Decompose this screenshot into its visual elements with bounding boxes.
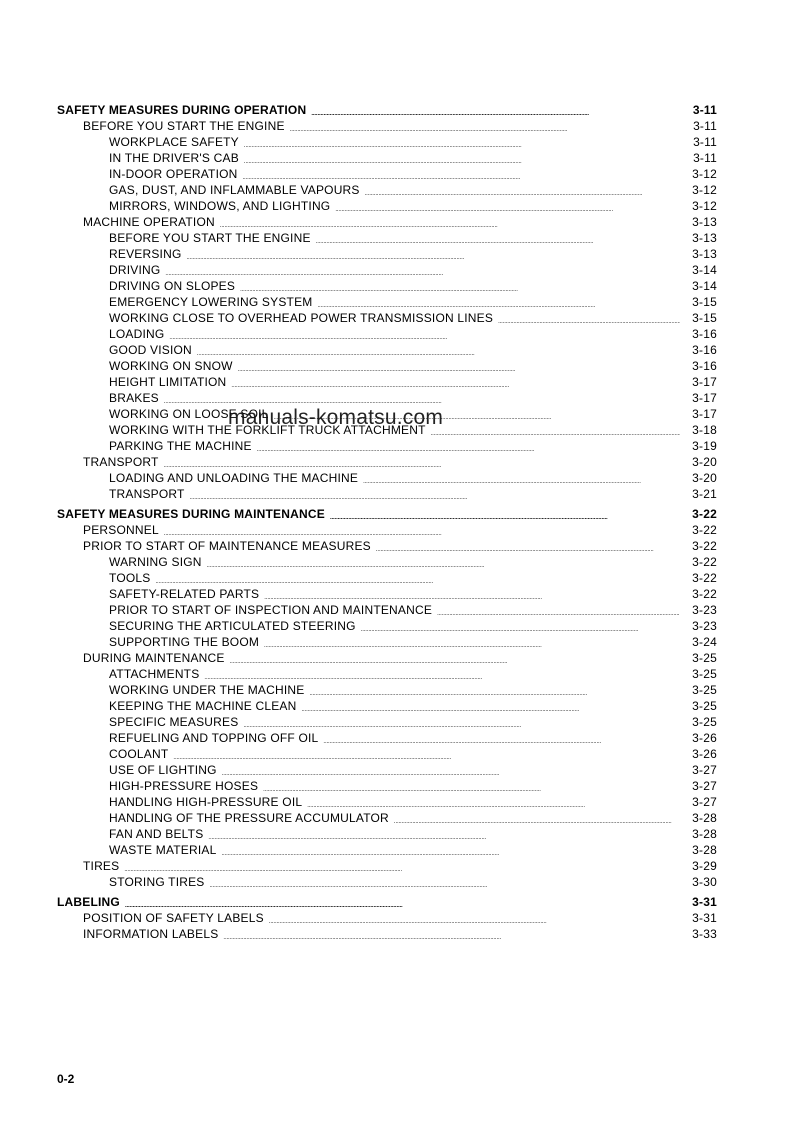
toc-entry-page: 3-20 bbox=[692, 471, 717, 485]
toc-dot-leader bbox=[243, 170, 680, 182]
toc-entry[interactable] bbox=[57, 842, 717, 858]
toc-entry-title: EMERGENCY LOWERING SYSTEM bbox=[109, 295, 313, 309]
toc-entry-page: 3-13 bbox=[692, 247, 717, 261]
toc-dot-leader bbox=[210, 878, 680, 890]
toc-entry-title: SAFETY-RELATED PARTS bbox=[109, 587, 260, 601]
toc-entry-page: 3-11 bbox=[693, 135, 717, 149]
toc-entry-title: COOLANT bbox=[109, 747, 169, 761]
toc-entry[interactable] bbox=[57, 570, 717, 586]
toc-entry-page: 3-15 bbox=[692, 295, 717, 309]
toc-entry[interactable] bbox=[57, 294, 717, 310]
toc-entry-page: 3-33 bbox=[692, 927, 717, 941]
toc-entry[interactable] bbox=[57, 358, 717, 374]
toc-entry-title: PRIOR TO START OF MAINTENANCE MEASURES bbox=[83, 539, 371, 553]
toc-entry-title: IN-DOOR OPERATION bbox=[109, 167, 238, 181]
toc-entry-title: MACHINE OPERATION bbox=[83, 215, 215, 229]
toc-dot-leader bbox=[173, 750, 680, 762]
toc-dot-leader bbox=[197, 346, 680, 358]
toc-entry-page: 3-25 bbox=[692, 715, 717, 729]
toc-dot-leader bbox=[204, 670, 680, 682]
toc-entry[interactable] bbox=[57, 522, 717, 538]
toc-entry-page: 3-20 bbox=[692, 455, 717, 469]
toc-entry-title: USE OF LIGHTING bbox=[109, 763, 217, 777]
toc-entry-title: WORKING UNDER THE MACHINE bbox=[109, 683, 305, 697]
toc-dot-leader bbox=[243, 718, 680, 730]
toc-entry-page: 3-27 bbox=[692, 795, 717, 809]
toc-entry-page: 3-26 bbox=[692, 747, 717, 761]
toc-entry[interactable] bbox=[57, 650, 717, 666]
toc-dot-leader bbox=[290, 122, 680, 134]
toc-dot-leader bbox=[263, 782, 680, 794]
toc-entry-page: 3-18 bbox=[692, 423, 717, 437]
toc-entry-page: 3-11 bbox=[693, 151, 717, 165]
table-of-contents bbox=[57, 102, 717, 942]
toc-dot-leader bbox=[301, 702, 680, 714]
toc-dot-leader bbox=[190, 490, 680, 502]
toc-dot-leader bbox=[269, 914, 680, 926]
toc-entry-page: 3-31 bbox=[692, 895, 717, 909]
toc-entry-title: SAFETY MEASURES DURING OPERATION bbox=[57, 103, 307, 117]
toc-entry-title: DRIVING ON SLOPES bbox=[109, 279, 236, 293]
toc-entry-title: PARKING THE MACHINE bbox=[109, 439, 252, 453]
page-number: 0-2 bbox=[57, 1072, 75, 1086]
toc-entry-title: SPECIFIC MEASURES bbox=[109, 715, 239, 729]
toc-entry-page: 3-11 bbox=[693, 119, 717, 133]
toc-dot-leader bbox=[311, 106, 680, 118]
toc-entry[interactable] bbox=[57, 326, 717, 342]
toc-entry[interactable] bbox=[57, 438, 717, 454]
toc-entry-title: BEFORE YOU START THE ENGINE bbox=[109, 231, 311, 245]
toc-entry-page: 3-27 bbox=[692, 763, 717, 777]
toc-dot-leader bbox=[165, 266, 680, 278]
toc-entry-page: 3-19 bbox=[692, 439, 717, 453]
toc-dot-leader bbox=[498, 314, 680, 326]
toc-entry-title: KEEPING THE MACHINE CLEAN bbox=[109, 699, 297, 713]
toc-entry-title: WORKPLACE SAFETY bbox=[109, 135, 239, 149]
toc-entry-title: REFUELING AND TOPPING OFF OIL bbox=[109, 731, 319, 745]
toc-entry[interactable] bbox=[57, 374, 717, 390]
toc-entry[interactable] bbox=[57, 894, 717, 910]
toc-dot-leader bbox=[376, 542, 680, 554]
toc-entry-title: TOOLS bbox=[109, 571, 151, 585]
toc-entry[interactable] bbox=[57, 390, 717, 406]
toc-entry[interactable] bbox=[57, 910, 717, 926]
toc-entry[interactable] bbox=[57, 246, 717, 262]
toc-entry[interactable] bbox=[57, 150, 717, 166]
toc-dot-leader bbox=[323, 734, 680, 746]
toc-dot-leader bbox=[230, 654, 680, 666]
toc-dot-leader bbox=[124, 862, 680, 874]
toc-entry-title: HEIGHT LIMITATION bbox=[109, 375, 227, 389]
toc-dot-leader bbox=[335, 202, 680, 214]
toc-dot-leader bbox=[264, 638, 680, 650]
toc-entry-title: WORKING ON LOOSE SOIL bbox=[109, 407, 269, 421]
toc-entry-page: 3-28 bbox=[692, 843, 717, 857]
toc-entry-title: LOADING bbox=[109, 327, 165, 341]
toc-entry-title: FAN AND BELTS bbox=[109, 827, 204, 841]
toc-dot-leader bbox=[164, 458, 680, 470]
toc-entry[interactable] bbox=[57, 714, 717, 730]
toc-entry-page: 3-23 bbox=[692, 603, 717, 617]
toc-entry-title: HANDLING OF THE PRESSURE ACCUMULATOR bbox=[109, 811, 389, 825]
toc-entry-title: BEFORE YOU START THE ENGINE bbox=[83, 119, 285, 133]
toc-entry-page: 3-16 bbox=[692, 327, 717, 341]
toc-entry-title: TRANSPORT bbox=[83, 455, 159, 469]
toc-entry-page: 3-21 bbox=[692, 487, 717, 501]
toc-entry-page: 3-15 bbox=[692, 311, 717, 325]
toc-entry-title: WORKING WITH THE FORKLIFT TRUCK ATTACHMENT bbox=[109, 423, 426, 437]
toc-entry-page: 3-28 bbox=[692, 811, 717, 825]
toc-entry-title: TRANSPORT bbox=[109, 487, 185, 501]
toc-dot-leader bbox=[207, 558, 680, 570]
toc-entry-title: LOADING AND UNLOADING THE MACHINE bbox=[109, 471, 359, 485]
toc-entry-title: WORKING ON SNOW bbox=[109, 359, 233, 373]
toc-entry-page: 3-25 bbox=[692, 667, 717, 681]
toc-entry[interactable] bbox=[57, 230, 717, 246]
toc-entry-title: SAFETY MEASURES DURING MAINTENANCE bbox=[57, 507, 325, 521]
toc-dot-leader bbox=[437, 606, 680, 618]
toc-dot-leader bbox=[238, 362, 680, 374]
toc-entry-title: HIGH-PRESSURE HOSES bbox=[109, 779, 259, 793]
toc-entry[interactable] bbox=[57, 762, 717, 778]
toc-entry[interactable] bbox=[57, 166, 717, 182]
toc-dot-leader bbox=[125, 898, 680, 910]
toc-dot-leader bbox=[316, 234, 680, 246]
toc-dot-leader bbox=[231, 378, 680, 390]
toc-entry[interactable] bbox=[57, 118, 717, 134]
toc-dot-leader bbox=[223, 930, 680, 942]
toc-entry[interactable] bbox=[57, 794, 717, 810]
toc-entry-title: LABELING bbox=[57, 895, 120, 909]
toc-entry-page: 3-25 bbox=[692, 651, 717, 665]
toc-entry-page: 3-14 bbox=[692, 279, 717, 293]
toc-entry-title: TIRES bbox=[83, 859, 120, 873]
toc-entry-title: MIRRORS, WINDOWS, AND LIGHTING bbox=[109, 199, 331, 213]
toc-entry-title: PERSONNEL bbox=[83, 523, 159, 537]
toc-dot-leader bbox=[221, 846, 680, 858]
toc-entry[interactable] bbox=[57, 826, 717, 842]
toc-entry-page: 3-25 bbox=[692, 683, 717, 697]
toc-dot-leader bbox=[244, 154, 680, 166]
toc-entry[interactable] bbox=[57, 618, 717, 634]
toc-entry[interactable] bbox=[57, 858, 717, 874]
toc-entry-title: IN THE DRIVER'S CAB bbox=[109, 151, 239, 165]
watermark: manuals-komatsu.com bbox=[228, 406, 444, 429]
toc-entry-title: DRIVING bbox=[109, 263, 161, 277]
toc-entry-title: SECURING THE ARTICULATED STEERING bbox=[109, 619, 356, 633]
toc-entry[interactable] bbox=[57, 538, 717, 554]
toc-entry-page: 3-13 bbox=[692, 215, 717, 229]
toc-entry-title: ATTACHMENTS bbox=[109, 667, 200, 681]
toc-entry-page: 3-22 bbox=[692, 523, 717, 537]
toc-dot-leader bbox=[309, 686, 680, 698]
toc-dot-leader bbox=[431, 426, 680, 438]
toc-entry[interactable] bbox=[57, 454, 717, 470]
toc-entry-page: 3-11 bbox=[692, 103, 717, 117]
toc-entry-title: WARNING SIGN bbox=[109, 555, 202, 569]
toc-dot-leader bbox=[186, 250, 680, 262]
toc-entry[interactable] bbox=[57, 182, 717, 198]
toc-entry-title: REVERSING bbox=[109, 247, 182, 261]
toc-entry-page: 3-22 bbox=[692, 507, 717, 521]
toc-entry-page: 3-17 bbox=[692, 375, 717, 389]
toc-entry-title: INFORMATION LABELS bbox=[83, 927, 219, 941]
toc-dot-leader bbox=[164, 394, 680, 406]
toc-dot-leader bbox=[363, 474, 680, 486]
toc-entry[interactable] bbox=[57, 134, 717, 150]
toc-dot-leader bbox=[220, 218, 680, 230]
toc-entry-page: 3-17 bbox=[692, 407, 717, 421]
toc-entry[interactable] bbox=[57, 102, 717, 118]
toc-entry-page: 3-27 bbox=[692, 779, 717, 793]
toc-entry[interactable] bbox=[57, 634, 717, 650]
toc-entry-page: 3-30 bbox=[692, 875, 717, 889]
toc-entry-page: 3-28 bbox=[692, 827, 717, 841]
toc-entry-page: 3-17 bbox=[692, 391, 717, 405]
toc-dot-leader bbox=[244, 138, 680, 150]
toc-entry-page: 3-24 bbox=[692, 635, 717, 649]
toc-entry-page: 3-12 bbox=[692, 199, 717, 213]
toc-entry-title: STORING TIRES bbox=[109, 875, 205, 889]
toc-dot-leader bbox=[208, 830, 680, 842]
toc-dot-leader bbox=[394, 814, 680, 826]
toc-entry-page: 3-26 bbox=[692, 731, 717, 745]
toc-entry-title: DURING MAINTENANCE bbox=[83, 651, 225, 665]
toc-entry[interactable] bbox=[57, 198, 717, 214]
toc-entry-page: 3-22 bbox=[692, 571, 717, 585]
toc-dot-leader bbox=[169, 330, 680, 342]
toc-entry-title: SUPPORTING THE BOOM bbox=[109, 635, 260, 649]
toc-entry[interactable] bbox=[57, 746, 717, 762]
toc-entry[interactable] bbox=[57, 554, 717, 570]
toc-entry[interactable] bbox=[57, 666, 717, 682]
toc-entry-page: 3-22 bbox=[692, 587, 717, 601]
toc-entry-page: 3-23 bbox=[692, 619, 717, 633]
toc-dot-leader bbox=[222, 766, 680, 778]
toc-dot-leader bbox=[257, 442, 680, 454]
toc-entry-page: 3-12 bbox=[692, 183, 717, 197]
toc-entry[interactable] bbox=[57, 342, 717, 358]
toc-entry-page: 3-29 bbox=[692, 859, 717, 873]
toc-dot-leader bbox=[330, 510, 680, 522]
toc-entry-page: 3-31 bbox=[692, 911, 717, 925]
toc-entry-page: 3-25 bbox=[692, 699, 717, 713]
toc-entry[interactable] bbox=[57, 506, 717, 522]
toc-entry[interactable] bbox=[57, 602, 717, 618]
toc-entry[interactable] bbox=[57, 682, 717, 698]
toc-entry-title: GOOD VISION bbox=[109, 343, 192, 357]
toc-entry[interactable] bbox=[57, 262, 717, 278]
toc-entry[interactable] bbox=[57, 586, 717, 602]
toc-entry[interactable] bbox=[57, 486, 717, 502]
toc-entry-title: PRIOR TO START OF INSPECTION AND MAINTENANCE bbox=[109, 603, 433, 617]
toc-dot-leader bbox=[240, 282, 680, 294]
toc-dot-leader bbox=[317, 298, 680, 310]
toc-entry-page: 3-12 bbox=[692, 167, 717, 181]
toc-entry-title: BRAKES bbox=[109, 391, 159, 405]
toc-entry[interactable] bbox=[57, 730, 717, 746]
toc-entry-title: GAS, DUST, AND INFLAMMABLE VAPOURS bbox=[109, 183, 360, 197]
toc-entry-page: 3-22 bbox=[692, 539, 717, 553]
toc-entry[interactable] bbox=[57, 470, 717, 486]
toc-dot-leader bbox=[361, 622, 680, 634]
toc-dot-leader bbox=[164, 526, 680, 538]
toc-entry[interactable] bbox=[57, 810, 717, 826]
toc-entry-title: WASTE MATERIAL bbox=[109, 843, 217, 857]
toc-entry-title: WORKING CLOSE TO OVERHEAD POWER TRANSMISSION LINES bbox=[109, 311, 494, 325]
toc-entry[interactable] bbox=[57, 874, 717, 890]
toc-entry-title: POSITION OF SAFETY LABELS bbox=[83, 911, 264, 925]
toc-entry-page: 3-22 bbox=[692, 555, 717, 569]
toc-entry[interactable] bbox=[57, 698, 717, 714]
toc-dot-leader bbox=[264, 590, 680, 602]
toc-entry-title: HANDLING HIGH-PRESSURE OIL bbox=[109, 795, 303, 809]
toc-dot-leader bbox=[307, 798, 680, 810]
toc-entry-page: 3-14 bbox=[692, 263, 717, 277]
toc-entry[interactable] bbox=[57, 278, 717, 294]
toc-entry[interactable] bbox=[57, 778, 717, 794]
toc-entry[interactable] bbox=[57, 926, 717, 942]
toc-entry[interactable] bbox=[57, 214, 717, 230]
toc-entry-page: 3-16 bbox=[692, 359, 717, 373]
toc-dot-leader bbox=[155, 574, 680, 586]
toc-dot-leader bbox=[365, 186, 680, 198]
toc-entry-page: 3-16 bbox=[692, 343, 717, 357]
toc-entry-page: 3-13 bbox=[692, 231, 717, 245]
toc-entry[interactable] bbox=[57, 310, 717, 326]
